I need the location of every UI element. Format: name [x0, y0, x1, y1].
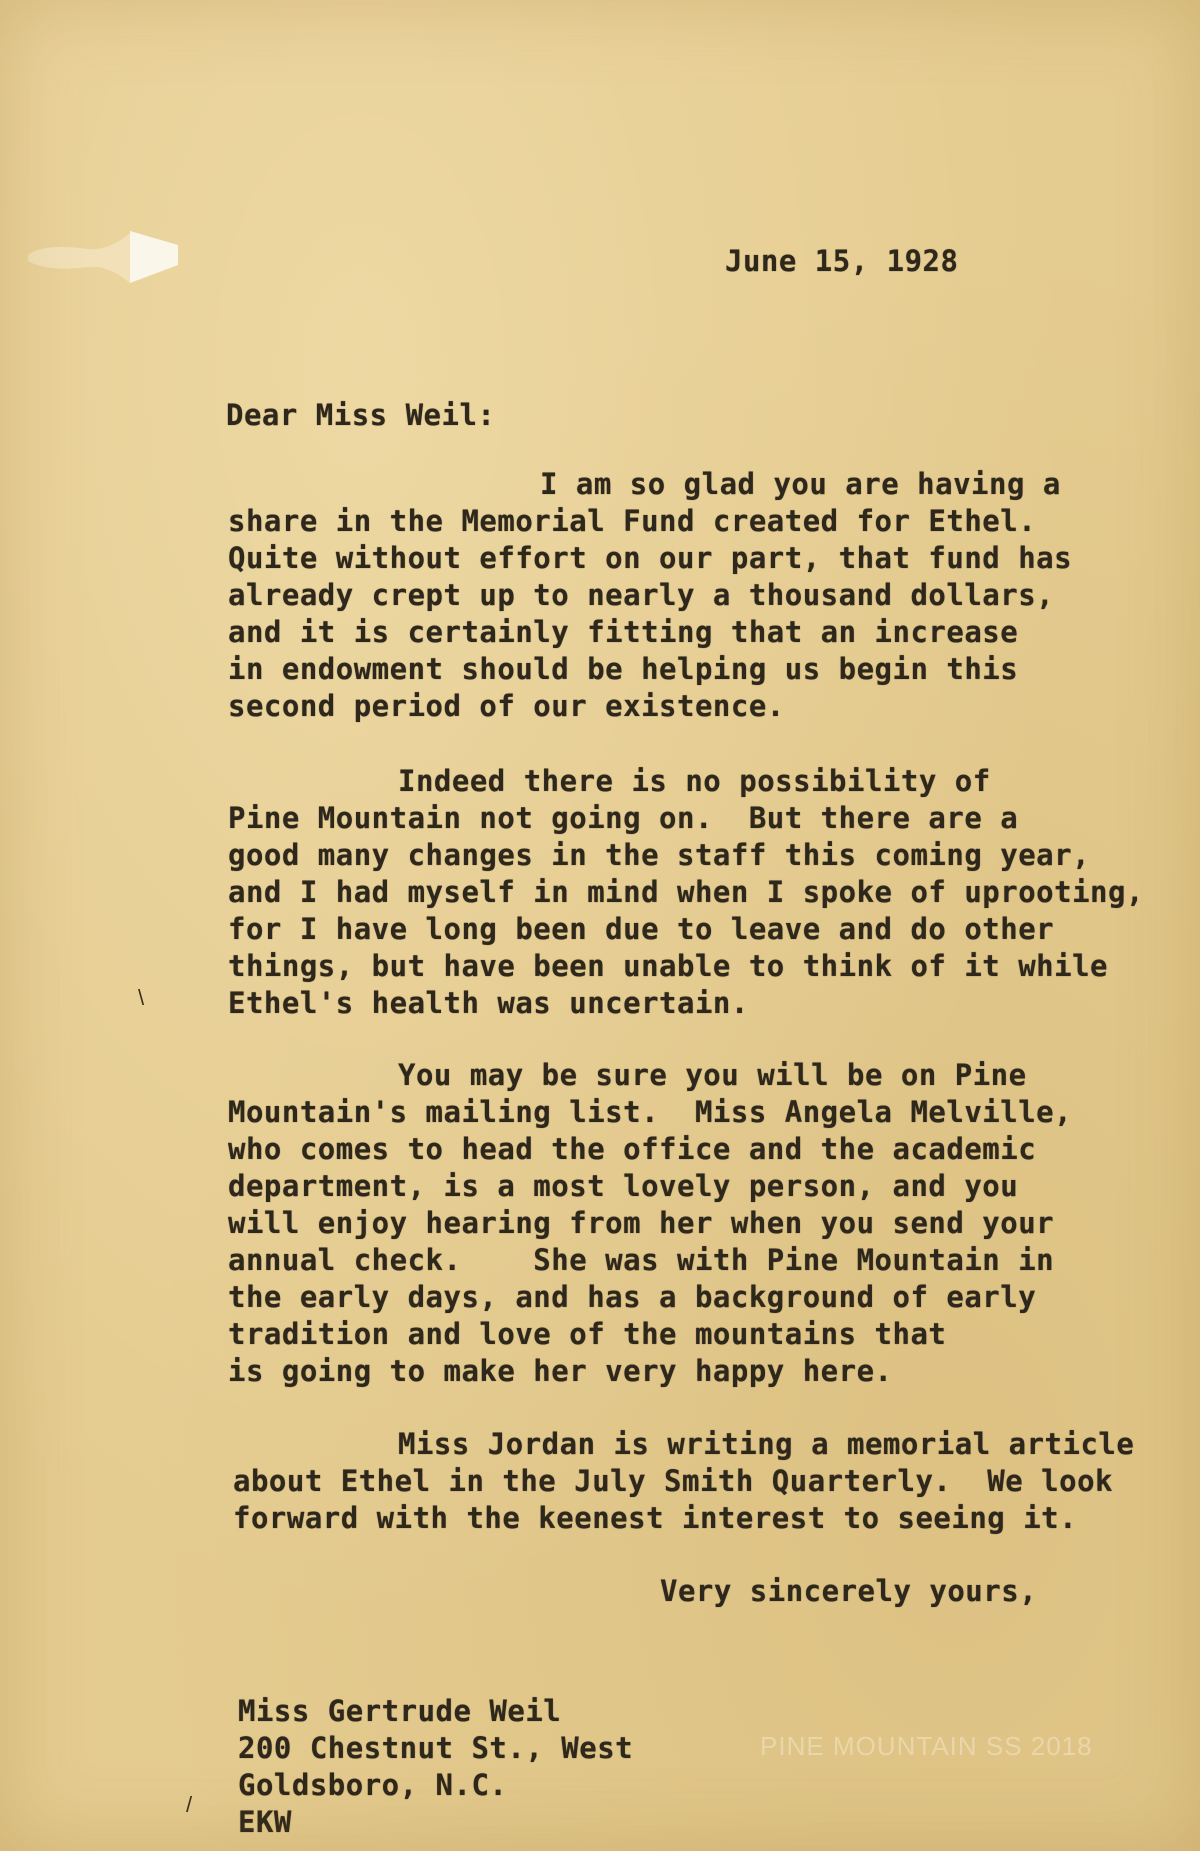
paragraph-line: about Ethel in the July Smith Quarterly. We look	[233, 1464, 1114, 1498]
paragraph-line: things, but have been unable to think of it while	[228, 949, 1109, 983]
paragraph-line: Indeed there is no possibility of	[398, 764, 991, 798]
address-line: Goldsboro, N.C.	[238, 1768, 508, 1802]
paragraph-line: for I have long been due to leave and do other	[228, 912, 1055, 946]
closing: Very sincerely yours,	[660, 1574, 1038, 1608]
paragraph-line: good many changes in the staff this coming year,	[228, 838, 1091, 872]
paragraph-line: I am so glad you are having a	[540, 467, 1061, 501]
paragraph-line: is going to make her very happy here.	[228, 1354, 893, 1388]
torn-corner-mark	[28, 225, 178, 287]
paragraph-line: in endowment should be helping us begin this	[228, 652, 1019, 686]
address-line: Miss Gertrude Weil	[238, 1694, 562, 1728]
typist-initials: EKW	[238, 1805, 292, 1839]
pencil-mark: \	[138, 985, 145, 1010]
paragraph-line: department, is a most lovely person, and you	[228, 1169, 1019, 1203]
paragraph-line: Miss Jordan is writing a memorial article	[398, 1427, 1135, 1461]
paragraph-line: Mountain's mailing list. Miss Angela Melville,	[228, 1095, 1073, 1129]
paragraph-line: will enjoy hearing from her when you send your	[228, 1206, 1055, 1240]
paragraph-line: Quite without effort on our part, that fund has	[228, 541, 1073, 575]
paragraph-line: Ethel's health was uncertain.	[228, 986, 749, 1020]
paragraph-line: forward with the keenest interest to seeing it.	[233, 1501, 1078, 1535]
archive-watermark: PINE MOUNTAIN SS 2018	[760, 1731, 1093, 1761]
paragraph-line: tradition and love of the mountains that	[228, 1317, 947, 1351]
paragraph-line: You may be sure you will be on Pine	[398, 1058, 1027, 1092]
paragraph-line: already crept up to nearly a thousand dollars,	[228, 578, 1055, 612]
pencil-mark: /	[186, 1792, 193, 1817]
paragraph-line: who comes to head the office and the academic	[228, 1132, 1037, 1166]
letter-date: June 15, 1928	[725, 244, 959, 278]
address-line: 200 Chestnut St., West	[238, 1731, 634, 1765]
paragraph-line: Pine Mountain not going on. But there are a	[228, 801, 1019, 835]
salutation: Dear Miss Weil:	[226, 398, 496, 432]
paragraph-line: the early days, and has a background of early	[228, 1280, 1037, 1314]
paragraph-line: annual check. She was with Pine Mountain in	[228, 1243, 1055, 1277]
paragraph-line: second period of our existence.	[228, 689, 785, 723]
paragraph-line: and it is certainly fitting that an increase	[228, 615, 1019, 649]
paragraph-line: and I had myself in mind when I spoke of uprooting,	[228, 875, 1144, 909]
paragraph-line: share in the Memorial Fund created for Ethel.	[228, 504, 1037, 538]
